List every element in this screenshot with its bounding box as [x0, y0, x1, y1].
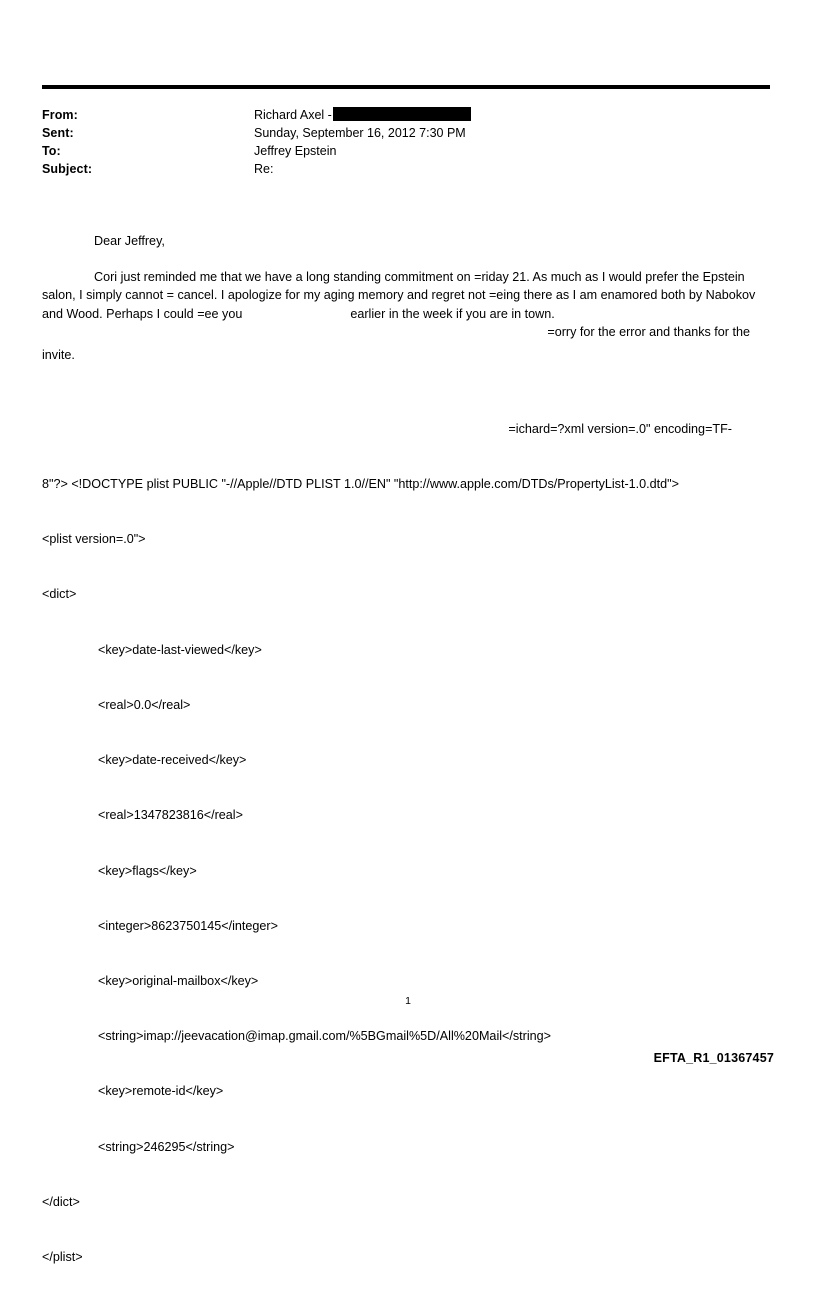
header-divider-rule [42, 85, 770, 89]
header-value-subject: Re: [254, 162, 274, 176]
email-body [42, 232, 772, 364]
signature-fragment-line: =ichard=?xml version=.0" encoding=TF- [508, 421, 732, 436]
from-name-text: Richard Axel - [254, 108, 332, 122]
header-value-from [254, 106, 471, 124]
header-row-from [42, 106, 772, 124]
plist-line-12-text: <string>246295</string> [94, 1139, 235, 1154]
body-paragraph [42, 268, 772, 324]
salutation-line: Dear Jeffrey, [94, 234, 165, 248]
header-label-sent: Sent: [42, 126, 74, 140]
plist-line-14: </plist> [42, 1250, 83, 1265]
plist-line-4 [42, 696, 772, 714]
plist-line-3-text: <key>date-last-viewed</key> [94, 642, 262, 657]
plist-line-5-text: <key>date-received</key> [94, 753, 247, 768]
header-row-to [42, 142, 772, 160]
bates-number: EFTA_R1_01367457 [653, 1051, 774, 1065]
plist-line-10 [42, 1027, 772, 1045]
invite-line: invite. [42, 347, 75, 362]
page-number: 1 [405, 995, 411, 1007]
plist-block [42, 383, 772, 1303]
plist-line-13: </dict> [42, 1194, 80, 1209]
plist-line-0: 8"?> <!DOCTYPE plist PUBLIC "-//Apple//DTD PLIST 1.0//EN" "http://www.apple.com/DTDs/PropertyList-1.0.dtd"> [42, 477, 680, 492]
plist-line-7-text: <key>flags</key> [94, 863, 197, 878]
header-value-sent: Sunday, September 16, 2012 7:30 PM [254, 126, 466, 140]
plist-line-2: <dict> [42, 587, 77, 602]
header-row-sent [42, 124, 772, 142]
plist-line-10-text: <string>imap://jeevacation@imap.gmail.com/%5BGmail%5D/All%20Mail</string> [94, 1029, 552, 1044]
plist-line-7 [42, 862, 772, 880]
header-label-subject: Subject: [42, 162, 93, 176]
plist-line-8 [42, 917, 772, 935]
body-paragraph-part2: earlier in the week if you are in town. [350, 306, 555, 321]
body-paragraph-part1: Cori just reminded me that we have a long standing commitment on =riday 21. As much as I would prefer the Epstein salon, I simply cannot = cancel. I apologize for my aging memory and regret not =eing there as I am enamored both by Nabokov and Wood. Perhaps I could =ee you [42, 269, 756, 321]
email-header-block [42, 106, 772, 178]
plist-line-9 [42, 972, 772, 990]
signoff-line: =orry for the error and thanks for the [547, 325, 750, 339]
plist-line-8-text: <integer>8623750145</integer> [94, 918, 278, 933]
header-row-subject [42, 160, 772, 178]
plist-line-11 [42, 1082, 772, 1100]
plist-line-3 [42, 641, 772, 659]
plist-line-6 [42, 806, 772, 824]
plist-line-4-text: <real>0.0</real> [94, 697, 191, 712]
plist-line-1: <plist version=.0"> [42, 532, 146, 547]
redaction-bar [333, 107, 471, 121]
header-label-to: To: [42, 144, 61, 158]
plist-line-12 [42, 1138, 772, 1156]
plist-line-9-text: <key>original-mailbox</key> [94, 974, 259, 988]
plist-line-5 [42, 751, 772, 769]
plist-line-6-text: <real>1347823816</real> [94, 808, 243, 823]
header-value-to: Jeffrey Epstein [254, 144, 337, 158]
plist-line-11-text: <key>remote-id</key> [94, 1084, 224, 1099]
header-label-from: From: [42, 108, 78, 122]
